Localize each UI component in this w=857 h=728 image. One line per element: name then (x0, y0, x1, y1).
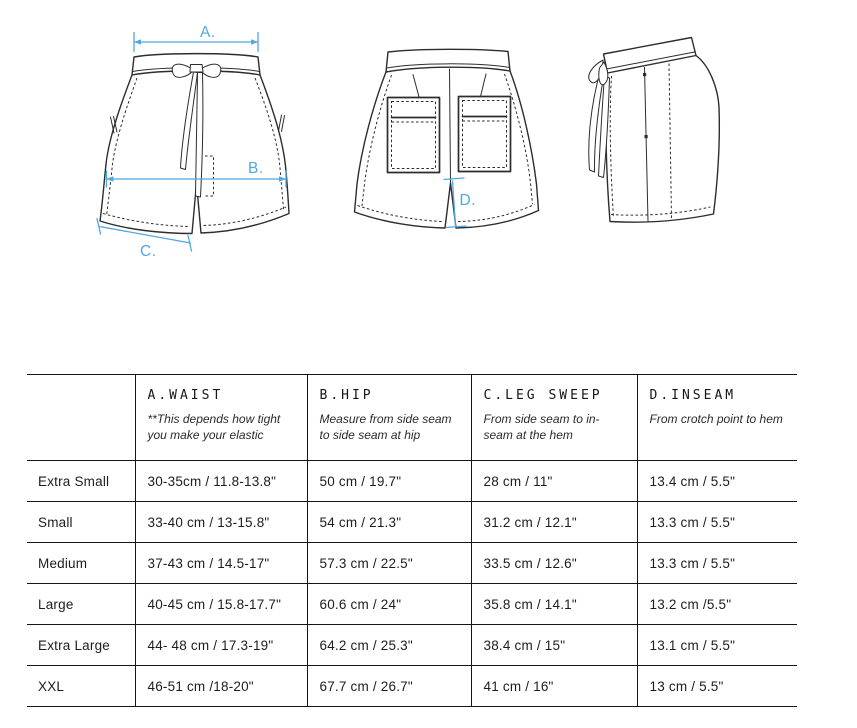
table-row (27, 625, 797, 666)
inseam-column-label: D.INSEAM (649, 388, 737, 403)
leg-sweep-cell: 35.8 cm / 14.1" (471, 584, 637, 625)
inseam-cell: 13.2 cm /5.5" (637, 584, 797, 625)
hip-cell: 67.7 cm / 26.7" (307, 666, 471, 707)
dimension-label-a: A. (200, 24, 216, 41)
waist-cell: 46-51 cm /18-20" (135, 666, 307, 707)
leg-sweep-cell: 38.4 cm / 15" (471, 625, 637, 666)
size-name-cell: Small (38, 514, 73, 530)
size-chart-table (27, 374, 797, 707)
size-name-cell: XXL (38, 678, 65, 694)
column-header-hip (307, 375, 471, 461)
leg-sweep-column-label: C.LEG SWEEP (483, 388, 603, 403)
hip-cell: 64.2 cm / 25.3" (307, 625, 471, 666)
table-row (27, 502, 797, 543)
inseam-cell: 13.1 cm / 5.5" (637, 625, 797, 666)
waist-column-label: A.WAIST (147, 388, 224, 403)
back-pocket-left (388, 98, 440, 173)
hip-cell: 50 cm / 19.7" (307, 461, 471, 502)
size-name-cell: Medium (38, 555, 88, 571)
table-row (27, 666, 797, 707)
hip-cell: 54 cm / 21.3" (307, 502, 471, 543)
back-view-drawing (355, 49, 539, 228)
leg-sweep-cell: 28 cm / 11" (471, 461, 637, 502)
inseam-cell: 13.4 cm / 5.5" (637, 461, 797, 502)
leg-sweep-cell: 31.2 cm / 12.1" (471, 502, 637, 543)
front-view-drawing (97, 24, 289, 260)
dimension-line-d (444, 178, 476, 228)
waist-column-note: **This depends how tight you make your elastic (147, 412, 281, 442)
hip-cell: 60.6 cm / 24" (307, 584, 471, 625)
column-header-inseam (637, 375, 797, 461)
leg-sweep-cell: 41 cm / 16" (471, 666, 637, 707)
waist-cell: 37-43 cm / 14.5-17" (135, 543, 307, 584)
size-name-cell: Extra Large (38, 637, 110, 653)
corner-cell (27, 375, 135, 461)
table-row (27, 461, 797, 502)
table-row (27, 543, 797, 584)
size-name-cell: Large (38, 596, 74, 612)
inseam-column-note: From crotch point to hem (649, 412, 783, 426)
size-diagram-svg (0, 0, 857, 340)
dimension-label-d: D. (459, 192, 476, 209)
waist-cell: 40-45 cm / 15.8-17.7" (135, 584, 307, 625)
shorts-technical-drawing (0, 0, 857, 340)
size-chart (27, 374, 797, 707)
size-name-cell: Extra Small (38, 473, 110, 489)
column-header-leg-sweep (471, 375, 637, 461)
hip-column-label: B.HIP (319, 388, 374, 403)
dimension-label-c: C. (140, 243, 157, 260)
inseam-cell: 13.3 cm / 5.5" (637, 502, 797, 543)
table-row (27, 584, 797, 625)
waist-cell: 33-40 cm / 13-15.8" (135, 502, 307, 543)
waist-cell: 44- 48 cm / 17.3-19" (135, 625, 307, 666)
dimension-line-a (134, 24, 258, 52)
leg-sweep-column-note: From side seam to in-seam at the hem (483, 412, 600, 442)
table-header-row (27, 375, 797, 461)
side-view-drawing (589, 38, 720, 223)
hip-cell: 57.3 cm / 22.5" (307, 543, 471, 584)
leg-sweep-cell: 33.5 cm / 12.6" (471, 543, 637, 584)
dimension-label-b: B. (248, 160, 264, 177)
inseam-cell: 13.3 cm / 5.5" (637, 543, 797, 584)
hip-column-note: Measure from side seam to side seam at hip (319, 412, 452, 442)
inseam-cell: 13 cm / 5.5" (637, 666, 797, 707)
waist-cell: 30-35cm / 11.8-13.8" (135, 461, 307, 502)
column-header-waist (135, 375, 307, 461)
back-pocket-right (459, 97, 511, 172)
